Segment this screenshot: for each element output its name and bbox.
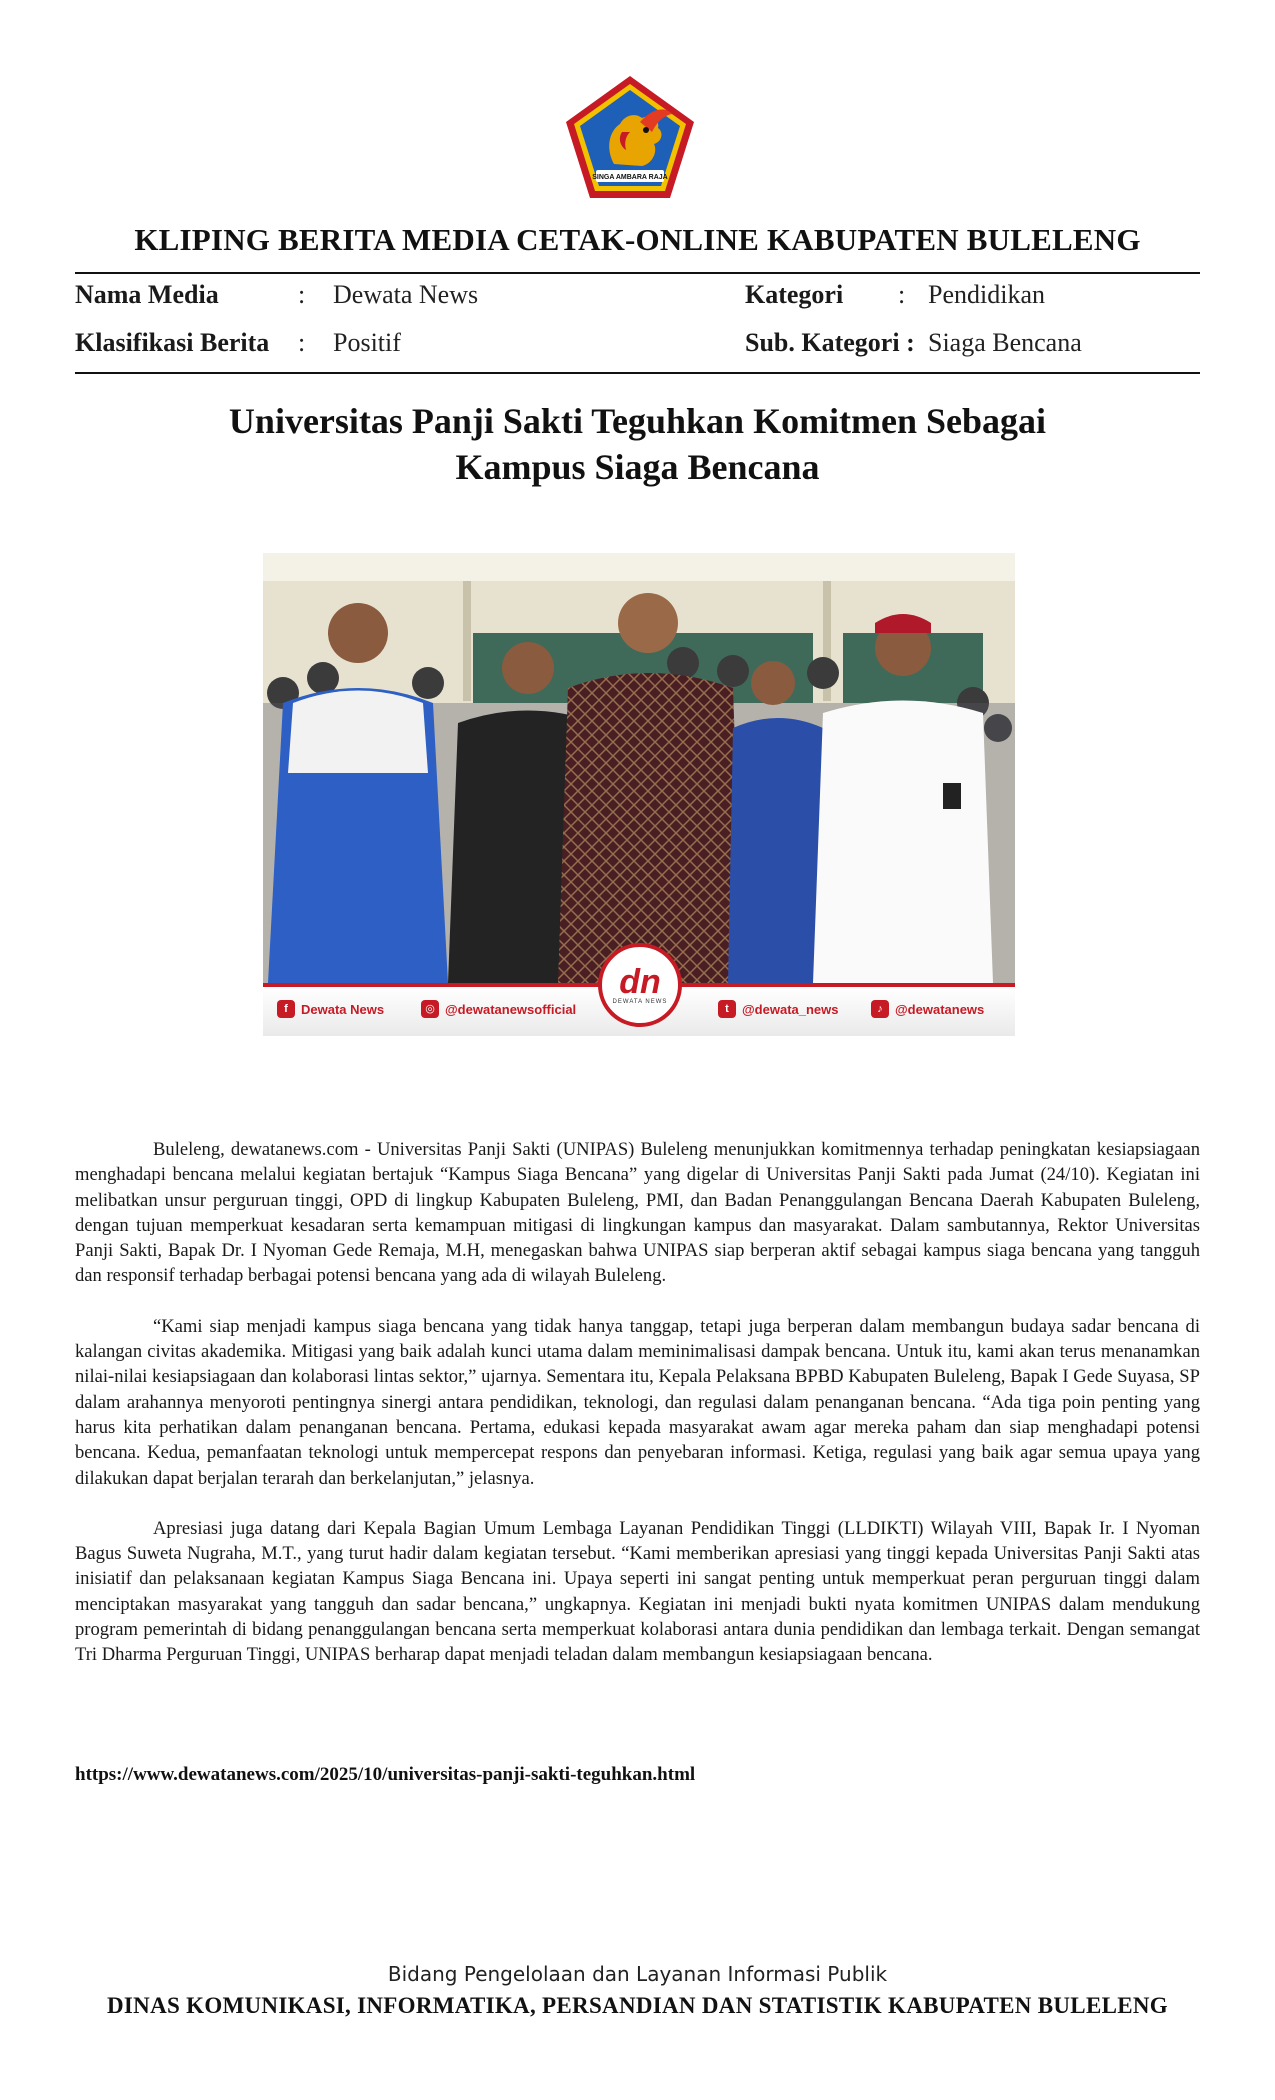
dn-logo-subtext: DEWATA NEWS — [612, 999, 668, 1005]
source-url: https://www.dewatanews.com/2025/10/universitas-panji-sakti-teguhkan.html — [75, 1764, 696, 1785]
nama-media-value: Dewata News — [333, 280, 479, 309]
kategori-separator: : — [898, 280, 906, 309]
crest-motto: SINGA AMBARA RAJA — [592, 174, 668, 181]
instagram-icon: ◎ — [421, 1000, 439, 1018]
social-facebook — [277, 1000, 384, 1018]
header-divider — [75, 272, 1200, 274]
klasifikasi-separator: : — [298, 328, 306, 357]
klasifikasi-label: Klasifikasi Berita — [75, 328, 270, 357]
twitter-icon: t — [718, 1000, 736, 1018]
footer-division: Bidang Pengelolaan dan Layanan Informasi Publik — [387, 1962, 888, 1986]
article-paragraph: Buleleng, dewatanews.com - Universitas Panji Sakti (UNIPAS) Buleleng menunjukkan komitmennya terhadap peningkatan kesiapsiagaan menghadapi bencana melalui kegiatan bertajuk “Kampus Siaga Bencana” yang digelar di Universitas Panji Sakti pada Jumat (24/10). Kegiatan ini melibatkan unsur perguruan tinggi, OPD di lingkup Kabupaten Buleleng, PMI, dan Badan Penanggulangan Bencana Daerah Kabupaten Buleleng, dengan tujuan memperkuat kesadaran serta kemampuan mitigasi di lingkungan kampus dan masyarakat. Dalam sambutannya, Rektor Universitas Panji Sakti, Bapak Dr. I Nyoman Gede Remaja, M.H, menegaskan bahwa UNIPAS siap berperan aktif sebagai kampus siaga bencana yang tangguh dan responsif terhadap berbagai potensi bencana yang ada di wilayah Buleleng. — [75, 1139, 1200, 1287]
kategori-label: Kategori — [745, 280, 844, 309]
social-twitter — [718, 1000, 839, 1018]
social-tiktok — [871, 1000, 984, 1018]
social-twitter-label: @dewata_news — [742, 1001, 839, 1017]
article-body — [75, 1137, 1200, 1693]
footer-agency: DINAS KOMUNIKASI, INFORMATIKA, PERSANDIAN DAN STATISTIK KABUPATEN BULELENG — [107, 1993, 1168, 2018]
meta-divider — [75, 372, 1200, 374]
article-title-line1: Universitas Panji Sakti Teguhkan Komitmen Sebagai — [228, 401, 1047, 441]
kategori-value: Pendidikan — [928, 280, 1045, 309]
tiktok-icon: ♪ — [871, 1000, 889, 1018]
article-title — [150, 398, 1125, 490]
nama-media-separator: : — [298, 280, 306, 309]
sub-kategori-label: Sub. Kategori : — [745, 328, 915, 357]
facebook-icon: f — [277, 1000, 295, 1018]
article-paragraph: “Kami siap menjadi kampus siaga bencana yang tidak hanya tanggap, tetapi juga berperan dalam membangun budaya sadar bencana di kalangan civitas akademika. Mitigasi yang baik adalah kunci utama dalam meminimalisasi dampak bencana. Untuk itu, kami akan terus menanamkan nilai-nilai kesiapsiagaan dan kolaborasi lintas sektor,” ujarnya. Sementara itu, Kepala Pelaksana BPBD Kabupaten Buleleng, Bapak I Gede Suyasa, SP dalam arahannya menyoroti pentingnya sinergi antara pendidikan, teknologi, dan regulasi dalam penanganan bencana. “Ada tiga poin penting yang harus kita perhatikan dalam penanganan bencana. Pertama, edukasi kepada masyarakat awam agar mereka paham dan siap menghadapi potensi bencana. Kedua, pemanfaatan teknologi untuk mempercepat respons dan penyebaran informasi. Ketiga, regulasi yang baik agar semua upaya yang dilakukan dapat berjalan terarah dan berkelanjutan,” jelasnya. — [75, 1315, 1200, 1489]
photo-social-bar — [263, 963, 1015, 1036]
social-facebook-label: Dewata News — [301, 1001, 385, 1017]
social-instagram-label: @dewatanewsofficial — [445, 1001, 577, 1017]
dn-logo-text: dn — [619, 963, 661, 1001]
social-instagram — [421, 1000, 576, 1018]
article-photo — [263, 553, 1015, 1036]
article-paragraph: Apresiasi juga datang dari Kepala Bagian Umum Lembaga Layanan Pendidikan Tinggi (LLDIKTI) Wilayah VIII, Bapak Ir. I Nyoman Bagus Suweta Nugraha, M.T., yang turut hadir dalam kegiatan tersebut. “Kami memberikan apresiasi yang tinggi kepada Universitas Panji Sakti atas inisiatif dan pelaksanaan kegiatan Kampus Siaga Bencana ini. Upaya seperti ini sangat penting untuk memperkuat peran perguruan tinggi dalam menciptakan masyarakat yang tangguh dan sadar bencana,” ungkapnya. Kegiatan ini menjadi bukti nyata komitmen UNIPAS dalam mendukung program pemerintah di bidang penanggulangan bencana serta memperkuat kolaborasi antara dunia pendidikan dan lembaga terkait. Dengan semangat Tri Dharma Perguruan Tinggi, UNIPAS berharap dapat menjadi teladan dalam membangun kesiapsiagaan bencana. — [75, 1517, 1200, 1666]
buleleng-crest-icon — [562, 72, 698, 202]
social-tiktok-label: @dewatanews — [895, 1001, 985, 1017]
clipping-header-title: KLIPING BERITA MEDIA CETAK-ONLINE KABUPATEN BULELENG — [134, 222, 1141, 257]
klasifikasi-value: Positif — [333, 328, 401, 357]
sub-kategori-value: Siaga Bencana — [928, 328, 1082, 357]
article-title-line2: Kampus Siaga Bencana — [455, 447, 820, 487]
dewata-news-logo — [598, 943, 682, 1027]
nama-media-label: Nama Media — [75, 280, 219, 309]
